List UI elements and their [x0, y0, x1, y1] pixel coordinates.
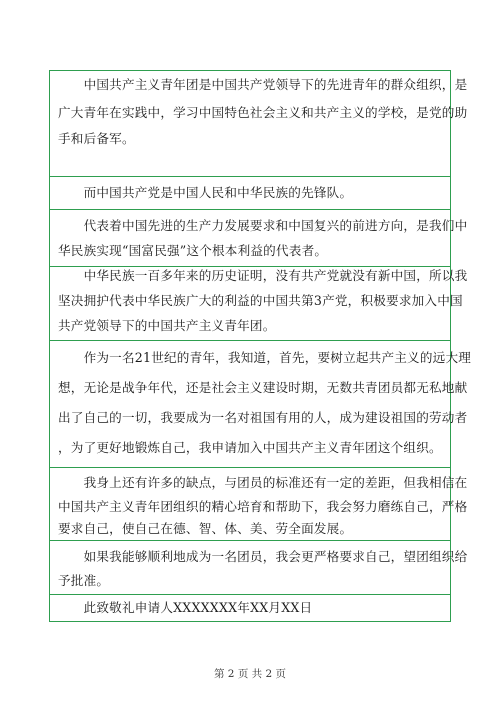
text-line: 出了自己的一切，我要成为一名对祖国有用的人，成为建设祖国的劳动者 — [58, 410, 468, 425]
text-line: 手和后备军。 — [58, 131, 135, 146]
text-line: 共产党领导下的中国共产主义青年团。 — [58, 318, 276, 333]
text-line: 想，无论是战争年代，还是社会主义建设时期，无数共青团员都无私地献 — [58, 380, 468, 395]
text-line: 坚决拥护代表中华民族广大的利益的中国共第3产党，积极要求加入中国 — [58, 293, 463, 308]
grid-line — [50, 340, 450, 341]
grid-line — [50, 209, 450, 210]
text-line: 我身上还有许多的缺点，与团员的标准还有一定的差距，但我相信在 — [58, 475, 468, 490]
closing-signature-line: 此致敬礼申请人XXXXXXX年XX月XX日 — [58, 600, 313, 615]
text-line: 华民族实现“国富民强”这个根本利益的代表者。 — [58, 243, 328, 258]
text-line: 广大青年在实践中，学习中国特色社会主义和共产主义的学校，是党的助 — [58, 105, 468, 120]
grid-line — [50, 540, 450, 541]
page-number: 第 2 页 共 2 页 — [213, 668, 287, 680]
text-line: 如果我能够顺利地成为一名团员，我会更严格要求自己，望团组织给 — [58, 549, 468, 564]
text-line: 代表着中国先进的生产力发展要求和中国复兴的前进方向，是我们中 — [58, 218, 468, 233]
text-line: 予批准。 — [58, 573, 110, 588]
text-line: 中国共产主义青年团是中国共产党领导下的先进青年的群众组织，是 — [58, 77, 468, 92]
grid-line — [50, 467, 450, 468]
text-line: 要求自己，使自己在德、智、体、美、劳全面发展。 — [58, 521, 353, 536]
text-line: 中华民族一百多年来的历史证明，没有共产党就没有新中国，所以我 — [58, 268, 468, 283]
text-line: 中国共产主义青年团组织的精心培育和帮助下，我会努力磨练自己，严格 — [58, 499, 468, 514]
text-line: 而中国共产党是中国人民和中华民族的先锋队。 — [58, 185, 353, 200]
application-form-grid — [49, 70, 472, 622]
text-line: ，为了更好地锻炼自己，我申请加入中国共产主义青年团这个组织。 — [58, 440, 442, 455]
grid-line — [50, 176, 450, 177]
text-line: 作为一名21世纪的青年，我知道，首先，要树立起共产主义的远大理 — [58, 350, 472, 365]
grid-line — [50, 594, 450, 595]
